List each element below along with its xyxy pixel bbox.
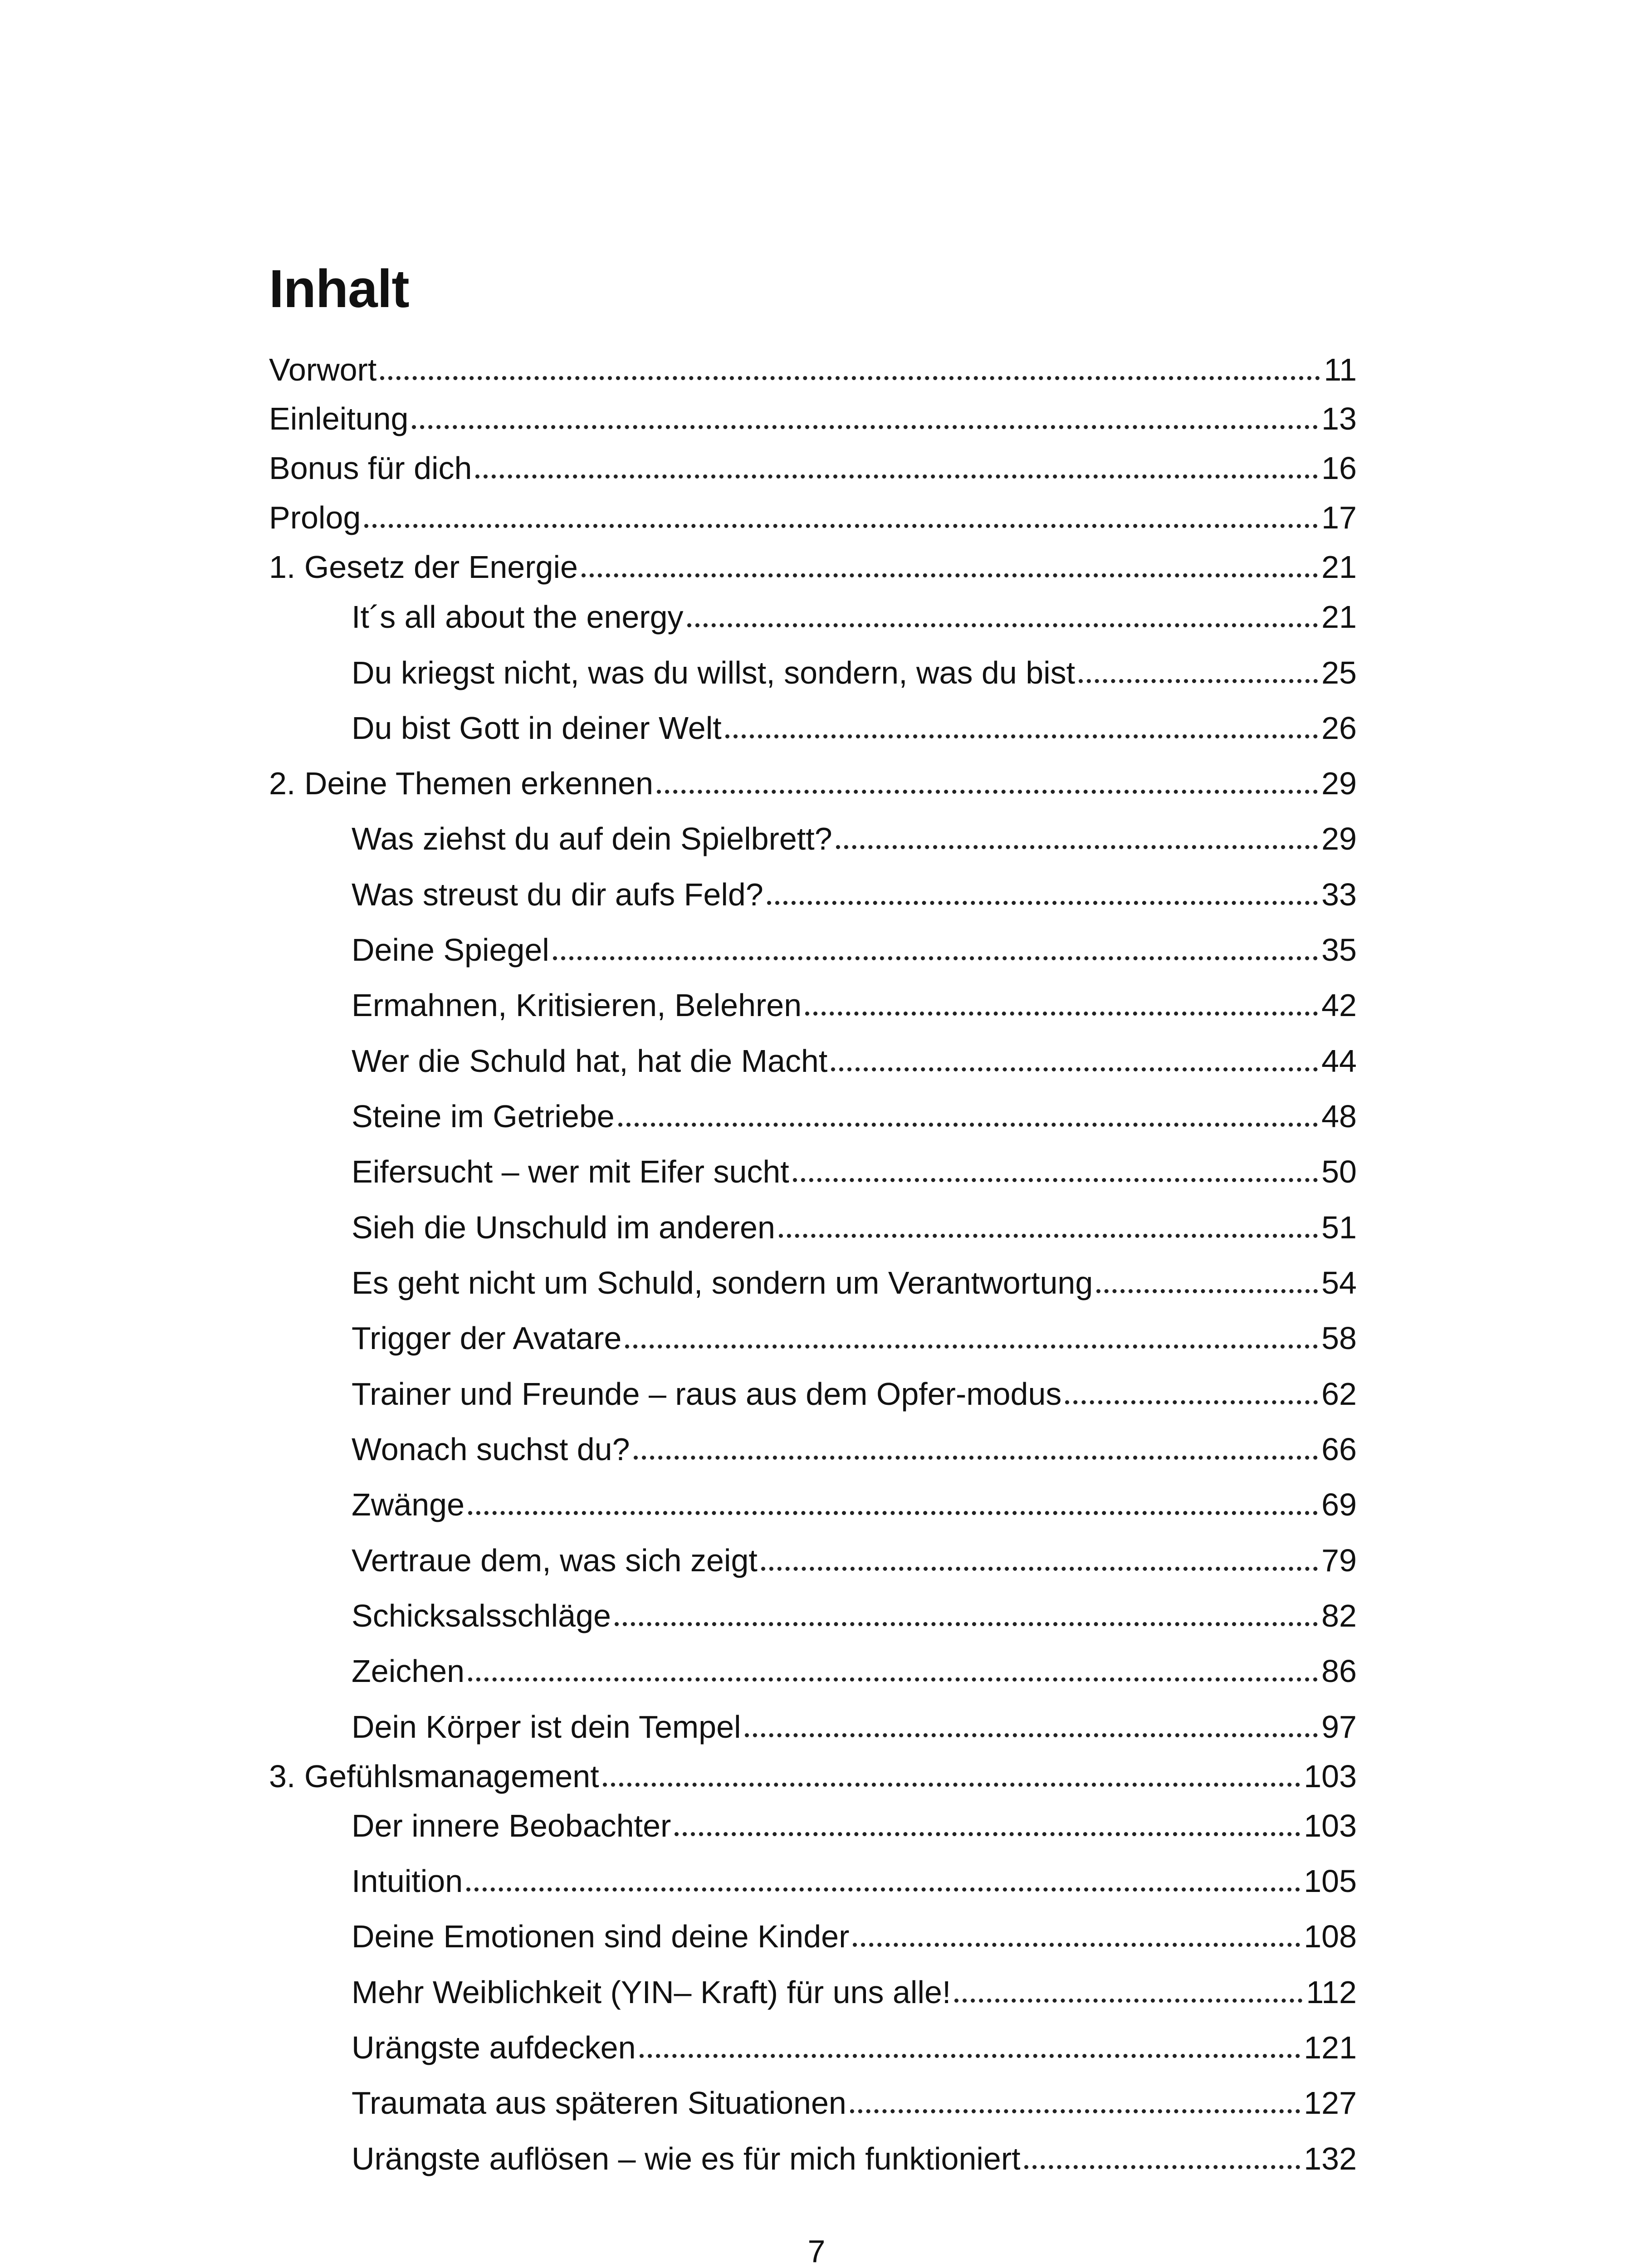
toc-entry-page-number: 17 [1321, 500, 1357, 535]
toc-entry-label: Vertraue dem, was sich zeigt [352, 1543, 758, 1578]
toc-entry-page-number: 105 [1304, 1863, 1357, 1899]
toc-entry [352, 1041, 1357, 1081]
toc-entry-label: Trainer und Freunde – raus aus dem Opfer-modus [352, 1376, 1062, 1412]
toc-entry-label: 3. Gefühlsmanagement [269, 1759, 599, 1794]
toc-entry [352, 708, 1357, 748]
toc-entry-page-number: 112 [1306, 1975, 1357, 2010]
toc-entry [352, 1972, 1357, 2013]
toc-dot-leader [553, 929, 1318, 970]
toc-entry [352, 874, 1357, 915]
toc-entry-label: Der innere Beobachter [352, 1808, 671, 1843]
toc-entry [269, 448, 1357, 489]
toc-dot-leader [625, 1318, 1318, 1359]
toc-entry [352, 596, 1357, 637]
toc-entry-page-number: 33 [1321, 877, 1357, 912]
toc-entry [352, 1374, 1357, 1414]
toc-entry-label: Zwänge [352, 1487, 465, 1522]
toc-dot-leader [853, 1916, 1300, 1957]
toc-entry [352, 652, 1357, 693]
toc-entry [269, 1756, 1357, 1797]
toc-dot-leader [618, 1096, 1318, 1137]
toc-dot-leader [1079, 652, 1318, 693]
toc-dot-leader [850, 2082, 1300, 2123]
toc-dot-leader [466, 1861, 1300, 1901]
toc-dot-leader [640, 2027, 1301, 2068]
toc-entry [352, 2027, 1357, 2068]
toc-entry [352, 1861, 1357, 1901]
toc-entry [352, 1318, 1357, 1359]
toc-dot-leader [767, 874, 1318, 915]
toc-entry [352, 985, 1357, 1026]
toc-entry-page-number: 103 [1304, 1808, 1357, 1843]
toc-entry-page-number: 21 [1321, 549, 1357, 585]
toc-entry-page-number: 97 [1321, 1709, 1357, 1745]
toc-entry-page-number: 121 [1304, 2030, 1357, 2065]
toc-entry [352, 1595, 1357, 1636]
toc-entry-page-number: 42 [1321, 987, 1357, 1023]
toc-dot-leader [380, 349, 1320, 390]
toc-entry-page-number: 29 [1321, 821, 1357, 856]
toc-entry [352, 1540, 1357, 1581]
toc-entry-label: Zeichen [352, 1653, 465, 1689]
toc-dot-leader [1065, 1374, 1318, 1414]
toc-entry-page-number: 25 [1321, 655, 1357, 690]
toc-entry [352, 2082, 1357, 2123]
toc-entry [352, 2138, 1357, 2179]
toc-entry [269, 349, 1357, 390]
toc-entry-page-number: 44 [1321, 1043, 1357, 1079]
toc-entry-page-number: 66 [1321, 1432, 1357, 1467]
toc-entry [352, 1484, 1357, 1525]
toc-entry-label: Du kriegst nicht, was du willst, sondern, was du bist [352, 655, 1076, 690]
toc-dot-leader [1024, 2138, 1301, 2179]
toc-entry-label: Was streust du dir aufs Feld? [352, 877, 763, 912]
toc-entry [352, 1151, 1357, 1192]
toc-entry-page-number: 127 [1304, 2085, 1357, 2121]
toc-entry-page-number: 35 [1321, 932, 1357, 968]
toc-dot-leader [468, 1651, 1318, 1691]
toc-dot-leader [761, 1540, 1318, 1581]
toc-entry-label: Es geht nicht um Schuld, sondern um Verantwortung [352, 1265, 1093, 1300]
toc-dot-leader [954, 1972, 1302, 2013]
toc-dot-leader [475, 448, 1318, 489]
toc-dot-leader [725, 708, 1318, 748]
toc-entry-page-number: 62 [1321, 1376, 1357, 1412]
toc-entry-page-number: 132 [1304, 2141, 1357, 2176]
toc-dot-leader [793, 1151, 1318, 1192]
toc-entry-page-number: 79 [1321, 1543, 1357, 1578]
toc-entry-label: Intuition [352, 1863, 463, 1899]
toc-entry-label: Dein Körper ist dein Tempel [352, 1709, 741, 1745]
toc-entry-page-number: 54 [1321, 1265, 1357, 1300]
toc-entry-label: Was ziehst du auf dein Spielbrett? [352, 821, 832, 856]
toc-dot-leader [1096, 1262, 1318, 1303]
toc-entry [352, 1805, 1357, 1846]
toc-entry-page-number: 48 [1321, 1099, 1357, 1134]
toc-dot-leader [675, 1805, 1300, 1846]
toc-dot-leader [831, 1041, 1318, 1081]
toc-entry-page-number: 29 [1321, 766, 1357, 801]
toc-entry-label: It´s all about the energy [352, 599, 684, 635]
toc-entry [352, 1651, 1357, 1691]
toc-dot-leader [582, 547, 1318, 587]
toc-entry-page-number: 50 [1321, 1154, 1357, 1189]
toc-entry-label: 2. Deine Themen erkennen [269, 766, 654, 801]
toc-dot-leader [805, 985, 1318, 1026]
toc-entry-page-number: 103 [1304, 1759, 1357, 1794]
toc-entry-label: Bonus für dich [269, 450, 472, 486]
toc-dot-leader [634, 1429, 1318, 1470]
toc-entry [352, 1207, 1357, 1248]
toc-entry-page-number: 11 [1324, 352, 1357, 387]
toc-entry-page-number: 51 [1321, 1210, 1357, 1245]
toc-entry-label: Steine im Getriebe [352, 1099, 615, 1134]
toc-entry [352, 1429, 1357, 1470]
toc-entry-page-number: 26 [1321, 710, 1357, 746]
toc-entry-label: Du bist Gott in deiner Welt [352, 710, 722, 746]
toc-dot-leader [468, 1484, 1318, 1525]
toc-entry [352, 1916, 1357, 1957]
toc-dot-leader [364, 497, 1318, 538]
toc-entry-label: Eifersucht – wer mit Eifer sucht [352, 1154, 789, 1189]
toc-entry-page-number: 58 [1321, 1320, 1357, 1356]
toc-dot-leader [603, 1756, 1301, 1797]
toc-entry-page-number: 13 [1321, 401, 1357, 436]
toc-dot-leader [779, 1207, 1318, 1248]
toc-entry-label: Traumata aus späteren Situationen [352, 2085, 846, 2121]
toc-entry-label: Mehr Weiblichkeit (YIN– Kraft) für uns alle! [352, 1975, 951, 2010]
toc-dot-leader [836, 818, 1318, 859]
toc-entry-label: Sieh die Unschuld im anderen [352, 1210, 775, 1245]
toc-entry-page-number: 21 [1321, 599, 1357, 635]
toc-entry-label: 1. Gesetz der Energie [269, 549, 578, 585]
toc-entry [269, 497, 1357, 538]
toc-dot-leader [745, 1706, 1318, 1747]
toc-entry [352, 818, 1357, 859]
toc-dot-leader [657, 763, 1318, 804]
toc-entry-page-number: 69 [1321, 1487, 1357, 1522]
toc-entry-label: Deine Emotionen sind deine Kinder [352, 1919, 850, 1954]
toc-entry-label: Urängste aufdecken [352, 2030, 636, 2065]
toc-entry-label: Schicksalsschläge [352, 1598, 611, 1633]
toc-entry-page-number: 108 [1304, 1919, 1357, 1954]
toc-entry [352, 1706, 1357, 1747]
toc-entry [352, 1262, 1357, 1303]
toc-entry-label: Urängste auflösen – wie es für mich funktioniert [352, 2141, 1021, 2176]
toc-entry [352, 1096, 1357, 1137]
toc-dot-leader [687, 596, 1318, 637]
toc-entry [352, 929, 1357, 970]
toc-entry-label: Prolog [269, 500, 361, 535]
toc-entry-label: Trigger der Avatare [352, 1320, 622, 1356]
toc-entry [269, 763, 1357, 804]
toc-entry-label: Deine Spiegel [352, 932, 549, 968]
toc-entry-label: Vorwort [269, 352, 377, 387]
toc-entry-label: Wonach suchst du? [352, 1432, 630, 1467]
toc-dot-leader [615, 1595, 1318, 1636]
toc-entry-label: Ermahnen, Kritisieren, Belehren [352, 987, 802, 1023]
toc-dot-leader [412, 398, 1318, 439]
toc-entry [269, 547, 1357, 587]
toc-entry-page-number: 86 [1321, 1653, 1357, 1689]
toc-entry-label: Einleitung [269, 401, 409, 436]
toc-entry-label: Wer die Schuld hat, hat die Macht [352, 1043, 828, 1079]
page-number: 7 [807, 2234, 826, 2268]
toc-entry-page-number: 82 [1321, 1598, 1357, 1633]
page-title: Inhalt [269, 259, 409, 319]
toc-entry [269, 398, 1357, 439]
toc-entry-page-number: 16 [1321, 450, 1357, 486]
